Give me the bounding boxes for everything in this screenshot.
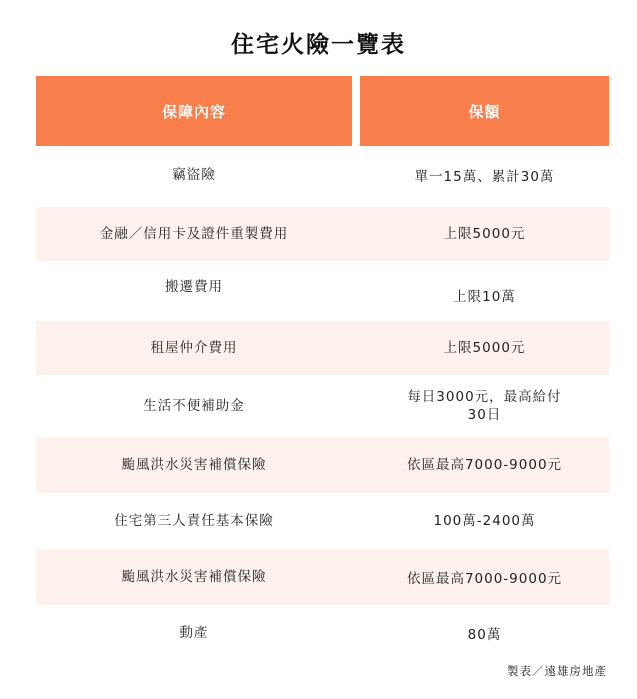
row-item: 生活不便補助金 — [143, 398, 245, 414]
row-amount: 每日3000元，最高給付 30日 — [407, 389, 562, 423]
table-row — [36, 207, 609, 261]
table-row — [36, 437, 609, 493]
row-amount: 上限10萬 — [453, 289, 516, 305]
row-amount: 100萬-2400萬 — [433, 513, 536, 529]
row-amount: 80萬 — [467, 627, 502, 643]
row-item: 金融／信用卡及證件重製費用 — [99, 226, 289, 242]
table-row — [36, 607, 609, 659]
row-amount: 上限5000元 — [443, 226, 526, 242]
row-amount: 單一15萬、累計30萬 — [414, 169, 555, 185]
row-item: 颱風洪水災害補償保險 — [121, 457, 267, 473]
row-amount: 上限5000元 — [443, 340, 526, 356]
table-row — [36, 495, 609, 547]
table-row — [36, 377, 609, 435]
table-row — [36, 150, 609, 204]
row-item: 租屋仲介費用 — [150, 340, 238, 356]
row-item: 動產 — [179, 625, 209, 641]
source-credit: 製表／遠雄房地產 — [507, 664, 607, 678]
page-title: 住宅火險一覽表 — [231, 32, 406, 58]
row-item: 搬遷費用 — [165, 279, 223, 295]
row-item: 竊盜險 — [172, 167, 216, 183]
table-row — [36, 549, 609, 605]
table-row — [36, 263, 609, 319]
header-coverage-amount: 保額 — [360, 76, 609, 146]
header-coverage-content: 保障內容 — [36, 76, 352, 146]
row-amount: 依區最高7000-9000元 — [406, 457, 563, 473]
row-item: 颱風洪水災害補償保險 — [121, 569, 267, 585]
table-row — [36, 321, 609, 375]
row-amount: 依區最高7000-9000元 — [406, 571, 563, 587]
row-item: 住宅第三人責任基本保險 — [114, 513, 274, 529]
